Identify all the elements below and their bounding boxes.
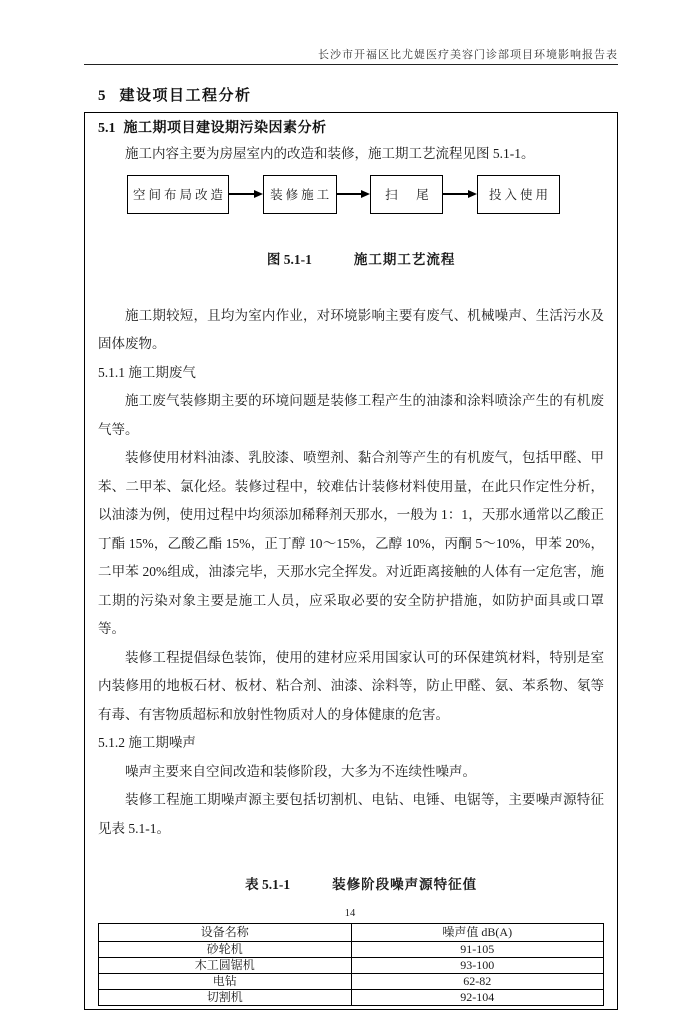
table-row [99, 990, 604, 1006]
page-number: 14 [344, 908, 356, 919]
header-rule [84, 64, 618, 65]
column-header-device: 设备名称 [99, 924, 352, 942]
table-row [99, 974, 604, 990]
section-title: 建设项目工程分析 [119, 87, 252, 104]
noise-value: 62-82 [351, 974, 604, 990]
paragraph-gas-2: 装修使用材料油漆、乳胶漆、喷塑剂、黏合剂等产生的有机废气，包括甲醛、甲苯、二甲苯、氯化烃。装修过程中，较难估计装修材料使用量，在此只作定性分析，以油漆为例，使用过程中均须添加稀释剂天那水，一般为 1：1，天那水通常以乙酸正丁酯 15%，乙酸乙酯 15%，正丁醇 10～15%，乙醇 10%，丙酮 5～10%，甲苯 20%，二甲苯 20%组成，油漆完毕，天那水完全挥发。对近距离接触的人体有一定危害，施工期的污染对象主要是施工人员，应采取必要的安全防护措施，如防护面具或口罩等。 [98, 450, 604, 636]
paragraph-noise-1: 噪声主要来自空间改造和装修阶段，大多为不连续性噪声。 [125, 763, 476, 779]
table-caption-label: 表 5.1-1 [245, 877, 291, 892]
figure-caption-text: 施工期工艺流程 [353, 251, 456, 267]
table-header-row [99, 924, 604, 942]
running-header-title: 长沙市开福区比尤媞医疗美容门诊部项目环境影响报告表 [318, 49, 618, 61]
paragraph-intro: 施工内容主要为房屋室内的改造和装修，施工期工艺流程见图 5.1-1。 [125, 146, 535, 161]
figure-caption-label: 图 5.1-1 [266, 251, 312, 267]
section-number: 5 [98, 88, 106, 104]
arrow-right-icon [229, 190, 263, 198]
noise-source-table [98, 923, 604, 1006]
flow-step-decoration: 装修施工 [263, 175, 337, 214]
flow-step-cleanup: 扫 尾 [370, 175, 443, 214]
paragraph-gas-1: 施工废气装修期主要的环境问题是装修工程产生的油漆和涂料喷涂产生的有机废气等。 [98, 393, 604, 437]
noise-value: 93-100 [351, 958, 604, 974]
paragraph-duration: 施工期较短，且均为室内作业，对环境影响主要有废气、机械噪声、生活污水及固体废物。 [98, 307, 604, 351]
device-name: 电钻 [99, 974, 352, 990]
column-header-noise-value: 噪声值 dB(A) [351, 924, 604, 942]
content-box [84, 112, 618, 1010]
subsection-title: 施工期项目建设期污染因素分析 [123, 119, 327, 135]
noise-value: 91-105 [351, 942, 604, 958]
paragraph-gas-3: 装修工程提倡绿色装饰，使用的建材应采用国家认可的环保建筑材料，特别是室内装修用的地板石材、板材、粘合剂、油漆、涂料等，防止甲醛、氨、苯系物、氡等有毒、有害物质超标和放射性物质对人的身体健康的危害。 [98, 649, 604, 722]
arrow-right-icon [443, 190, 477, 198]
flow-step-put-into-use: 投入使用 [477, 175, 560, 214]
section-heading [98, 84, 252, 105]
noise-value: 92-104 [351, 990, 604, 1006]
paragraph-noise-2: 装修工程施工期噪声源主要包括切割机、电钻、电锤、电锯等，主要噪声源特征见表 5.1-1。 [98, 792, 604, 836]
table-row [99, 958, 604, 974]
subsection-heading [98, 116, 604, 140]
device-name: 木工圆锯机 [99, 958, 352, 974]
device-name: 砂轮机 [99, 942, 352, 958]
table-row [99, 942, 604, 958]
device-name: 切割机 [99, 990, 352, 1006]
table-caption-text: 装修阶段噪声源特征值 [332, 877, 478, 892]
figure-caption [98, 218, 604, 302]
subsection-number: 5.1 [98, 121, 116, 136]
heading-5-1-2: 5.1.2 施工期噪声 [98, 735, 196, 750]
flow-step-layout-renovation: 空间布局改造 [127, 175, 229, 214]
arrow-right-icon [337, 190, 371, 198]
process-flowchart [127, 175, 560, 214]
heading-5-1-1: 5.1.1 施工期废气 [98, 364, 196, 380]
